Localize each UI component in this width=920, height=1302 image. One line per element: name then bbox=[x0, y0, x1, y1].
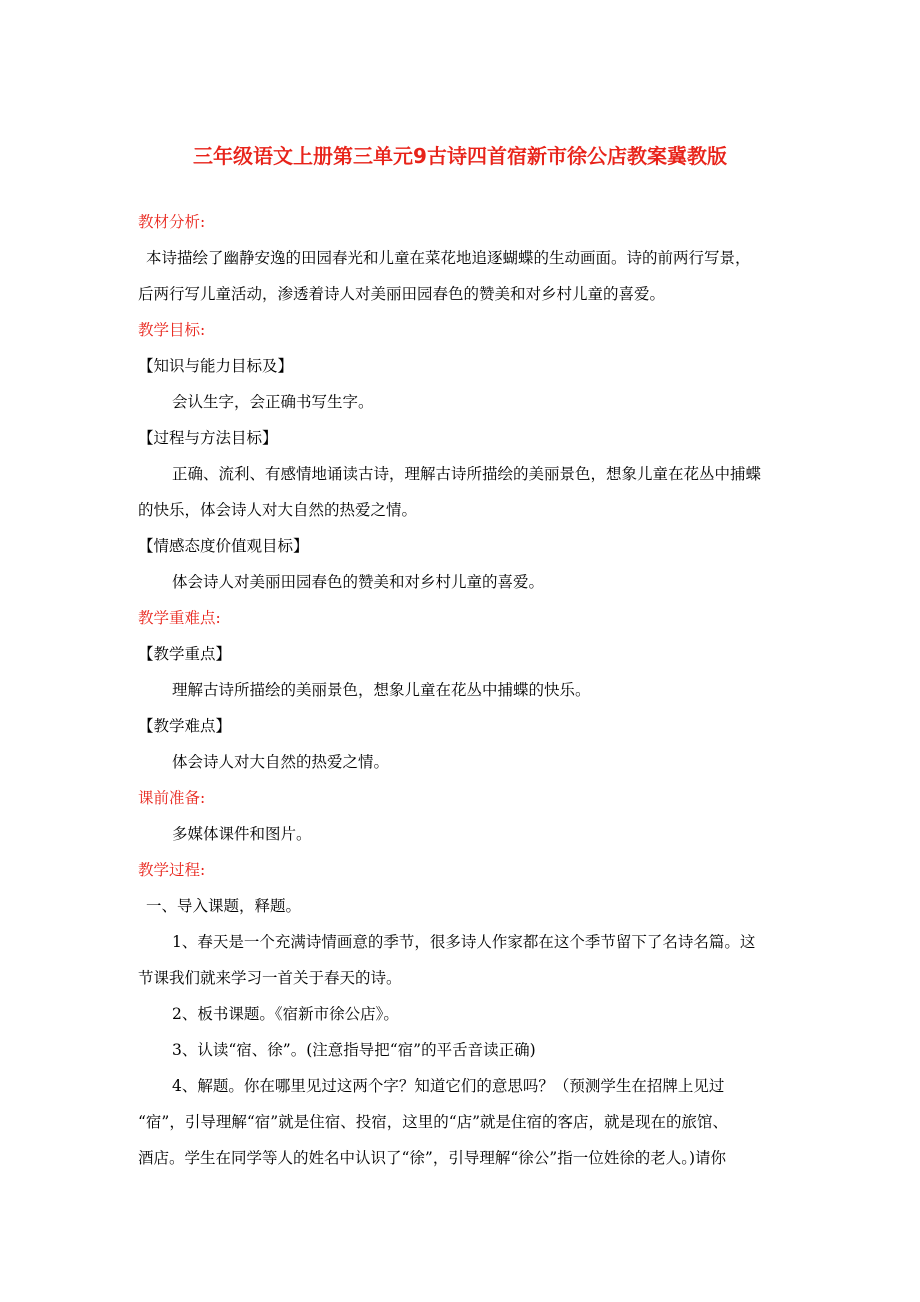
goal-emotion-text: 体会诗人对美丽田园春色的赞美和对乡村儿童的喜爱。 bbox=[172, 573, 545, 591]
difficult-point-text: 体会诗人对大自然的热爱之情。 bbox=[172, 753, 390, 771]
goal-process-text-line: 的快乐，体会诗人对大自然的热爱之情。 bbox=[138, 501, 418, 519]
process-step-line: 2、板书课题。《宿新市徐公店》。 bbox=[172, 1005, 399, 1023]
process-step-line: 3、认读“宿、徐”。(注意指导把“宿”的平舌音读正确) bbox=[172, 1041, 536, 1059]
goals-heading: 教学目标: bbox=[138, 321, 206, 339]
keypoints-heading: 教学重难点: bbox=[138, 609, 221, 627]
process-step-line: “宿”，引导理解“宿”就是住宿、投宿，这里的“店”就是住宿的客店，就是现在的旅馆、 bbox=[138, 1113, 729, 1131]
prep-heading: 课前准备: bbox=[138, 789, 206, 807]
process-step-line: 节课我们就来学习一首关于春天的诗。 bbox=[138, 969, 402, 987]
goal-emotion-label: 【情感态度价值观目标】 bbox=[138, 537, 309, 555]
difficult-point-label: 【教学难点】 bbox=[138, 717, 232, 735]
process-step-line: 4、解题。你在哪里见过这两个字？知道它们的意思吗？（预测学生在招牌上见过 bbox=[172, 1077, 725, 1095]
key-point-text: 理解古诗所描绘的美丽景色，想象儿童在花丛中捕蝶的快乐。 bbox=[172, 681, 591, 699]
prep-text: 多媒体课件和图片。 bbox=[172, 825, 312, 843]
process-heading: 教学过程: bbox=[138, 861, 206, 879]
analysis-heading: 教材分析: bbox=[138, 213, 206, 231]
goal-process-text-line: 正确、流利、有感情地诵读古诗，理解古诗所描绘的美丽景色，想象儿童在花丛中捕蝶 bbox=[172, 465, 762, 483]
key-point-label: 【教学重点】 bbox=[138, 645, 232, 663]
document-body bbox=[138, 204, 786, 1176]
goal-knowledge-label: 【知识与能力目标及】 bbox=[138, 357, 294, 375]
analysis-paragraph-line: 本诗描绘了幽静安逸的田园春光和儿童在菜花地追逐蝴蝶的生动画面。诗的前两行写景， bbox=[146, 249, 751, 267]
process-step-line: 1、春天是一个充满诗情画意的季节，很多诗人作家都在这个季节留下了名诗名篇。这 bbox=[172, 933, 756, 951]
goal-process-label: 【过程与方法目标】 bbox=[138, 429, 278, 447]
analysis-paragraph-line: 后两行写儿童活动，渗透着诗人对美丽田园春色的赞美和对乡村儿童的喜爱。 bbox=[138, 285, 666, 303]
process-step-line: 酒店。学生在同学等人的姓名中认识了“徐”，引导理解“徐公”指一位姓徐的老人。)请你 bbox=[138, 1149, 726, 1167]
document-title: 三年级语文上册第三单元9古诗四首宿新市徐公店教案冀教版 bbox=[193, 144, 727, 168]
process-step: 一、导入课题，释题。 bbox=[146, 897, 302, 915]
goal-knowledge-text: 会认生字，会正确书写生字。 bbox=[172, 393, 374, 411]
